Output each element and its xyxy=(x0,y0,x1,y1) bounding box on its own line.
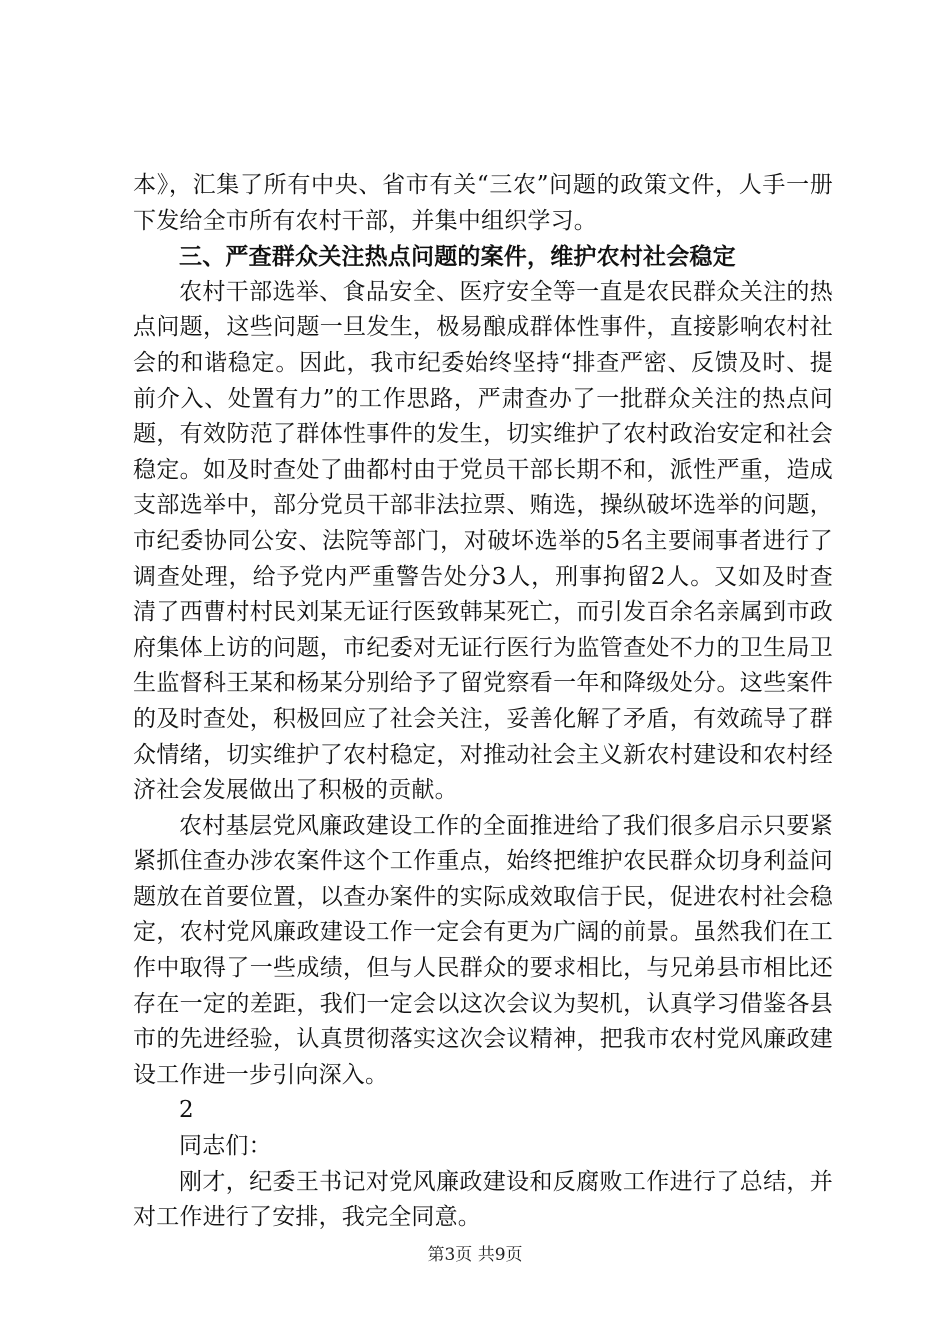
paragraph-conclusion: 农村基层党风廉政建设工作的全面推进给了我们很多启示只要紧紧抓住查办涉农案件这个工作重点，始终把维护农民群众切身利益问题放在首要位置，以查办案件的实际成效取信于民，促进农村社会稳定，农村党风廉政建设工作一定会有更为广阔的前景。虽然我们在工作中取得了一些成绩，但与人民群众的要求相比，与兄弟县市相比还存在一定的差距，我们一定会以这次会议为契机，认真学习借鉴各县市的先进经验，认真贯彻落实这次会议精神，把我市农村党风廉政建设工作进一步引向深入。 xyxy=(133,812,833,1088)
section-heading: 三、严查群众关注热点问题的案件，维护农村社会稳定 xyxy=(179,243,736,271)
section-number: 2 xyxy=(179,1097,194,1124)
paragraph-continuation: 本》，汇集了所有中央、省市有关“三农”问题的政策文件，人手一册下发给全市所有农村干部，并集中组织学习。 xyxy=(133,172,833,234)
paragraph-opening: 刚才，纪委王书记对党风廉政建设和反腐败工作进行了总结，并对工作进行了安排，我完全同意。 xyxy=(133,1168,833,1231)
document-body xyxy=(133,168,833,1236)
paragraph-hot-issues: 农村干部选举、食品安全、医疗安全等一直是农民群众关注的热点问题，这些问题一旦发生，极易酿成群体性事件，直接影响农村社会的和谐稳定。因此，我市纪委始终坚持“排查严密、反馈及时、提前介入、处置有力”的工作思路，严肃查办了一批群众关注的热点问题，有效防范了群体性事件的发生，切实维护了农村政治安定和社会稳定。如及时查处了曲都村由于党员干部长期不和，派性严重，造成支部选举中，部分党员干部非法拉票、贿选，操纵破坏选举的问题，市纪委协同公安、法院等部门，对破坏选举的5名主要闹事者进行了调查处理，给予党内严重警告处分3人，刑事拘留2人。又如及时查清了西曹村村民刘某无证行医致韩某死亡，而引发百余名亲属到市政府集体上访的问题，市纪委对无证行医行为监管查处不力的卫生局卫生监督科王某和杨某分别给予了留党察看一年和降级处分。这些案件的及时查处，积极回应了社会关注，妥善化解了矛盾，有效疏导了群众情绪，切实维护了农村稳定，对推动社会主义新农村建设和农村经济社会发展做出了积极的贡献。 xyxy=(133,278,833,804)
salutation: 同志们： xyxy=(179,1133,272,1160)
page-footer: 第3页 共9页 xyxy=(427,1245,523,1265)
